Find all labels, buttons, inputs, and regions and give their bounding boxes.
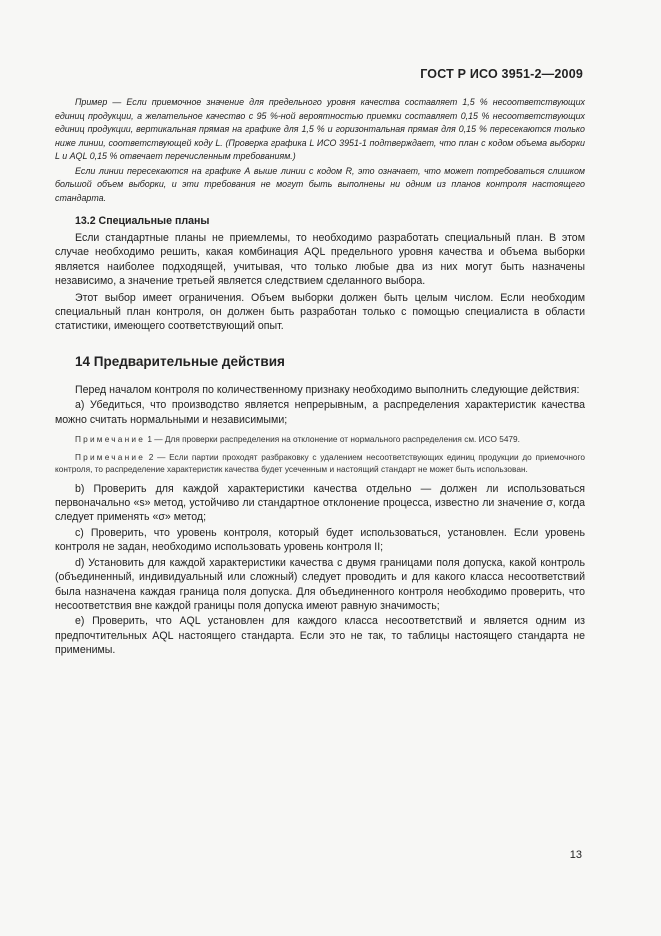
note-2 — [55, 451, 585, 475]
note-1 — [55, 433, 585, 445]
example-paragraph-2: Если линии пересекаются на графике А выше линии с кодом R, это означает, что может потребоваться слишком большой объем выборки, и эти требования не могут быть выполнены ни одним из планов контроля настоящего стандарта. — [55, 165, 585, 203]
list-item-a: a) Убедиться, что производство является непрерывным, а распределения характеристик качества можно считать нормальными и независимыми; — [55, 399, 585, 426]
page-content — [55, 96, 585, 658]
note-text: 2 — Если партии проходят разбраковку с удалением несоответствующих единиц продукции до приемочного контроля, то распределение характеристик качества будет усеченным и настоящий стандарт не может быть использован. — [55, 452, 585, 475]
page-number: 13 — [569, 849, 582, 861]
body-paragraph: Этот выбор имеет ограничения. Объем выборки должен быть целым числом. Если необходим специальный план контроля, он должен быть разработан только с помощью специалиста в области статистики, имеющего соответствующий опыт. — [55, 291, 585, 333]
standard-header: ГОСТ Р ИСО 3951-2—2009 — [420, 67, 583, 81]
list-item-e: e) Проверить, что AQL установлен для каждого класса несоответствий и является одним из предпочтительных AQL настоящего стандарта. Если это не так, то таблицы настоящего стандарта не применимы. — [55, 615, 585, 657]
example-paragraph: Пример — Если приемочное значение для предельного уровня качества составляет 1,5 % несоответствующих единиц продукции, а желательное качество с 95 %-ной вероятностью приемки составляет 0,15 % несоответствующих единиц продукции, вертикальная прямая на графике для 1,5 % и горизонтальная прямая для 0,15 % пересекаются только ниже линии, соответствующей коду L. (Проверка графика L ИСО 3951-1 подтверждает, что план с кодом объема выборки L и AQL 0,15 % отвечает перечисленным требованиям.) — [55, 97, 585, 161]
list-item-c: c) Проверить, что уровень контроля, который будет использоваться, установлен. Если уровень контроля не задан, необходимо использовать уровень контроля II; — [55, 526, 585, 554]
section-heading-14: 14 Предварительные действия — [75, 353, 285, 369]
note-label: Примечание — [75, 434, 146, 445]
section-heading-13-2: 13.2 Специальные планы — [75, 215, 210, 227]
body-paragraph: Если стандартные планы не приемлемы, то необходимо разработать специальный план. В этом случае необходимо решить, какая комбинация AQL предельного уровня качества и объема выборки является наиболее подходящей, учитывая, что только любые два из них могут быть назначены независимо, а значение третьей является следствием сделанного выбора. — [55, 232, 585, 288]
list-item-b: b) Проверить для каждой характеристики качества отдельно — должен ли использоваться первоначально «s» метод, устойчиво ли стандартное отклонение процесса, известно ли значение σ, когда следует применять «σ» метод; — [55, 482, 585, 524]
note-text: 1 — Для проверки распределения на отклонение от нормального распределения см. ИСО 5479. — [145, 434, 520, 445]
list-item-d: d) Установить для каждой характеристики качества с двумя границами поля допуска, какой контроль (объединенный, индивидуальный или сложный) следует проводить и для какого класса несоответствий была назначена каждая граница поля допуска. Для объединенного контроля необходимо проверить, что несоответствия вне каждой границы поля допуска имеют равную значимость; — [55, 556, 585, 612]
body-paragraph: Перед началом контроля по количественному признаку необходимо выполнить следующие действия: — [75, 383, 580, 396]
note-label: Примечание — [75, 452, 146, 463]
